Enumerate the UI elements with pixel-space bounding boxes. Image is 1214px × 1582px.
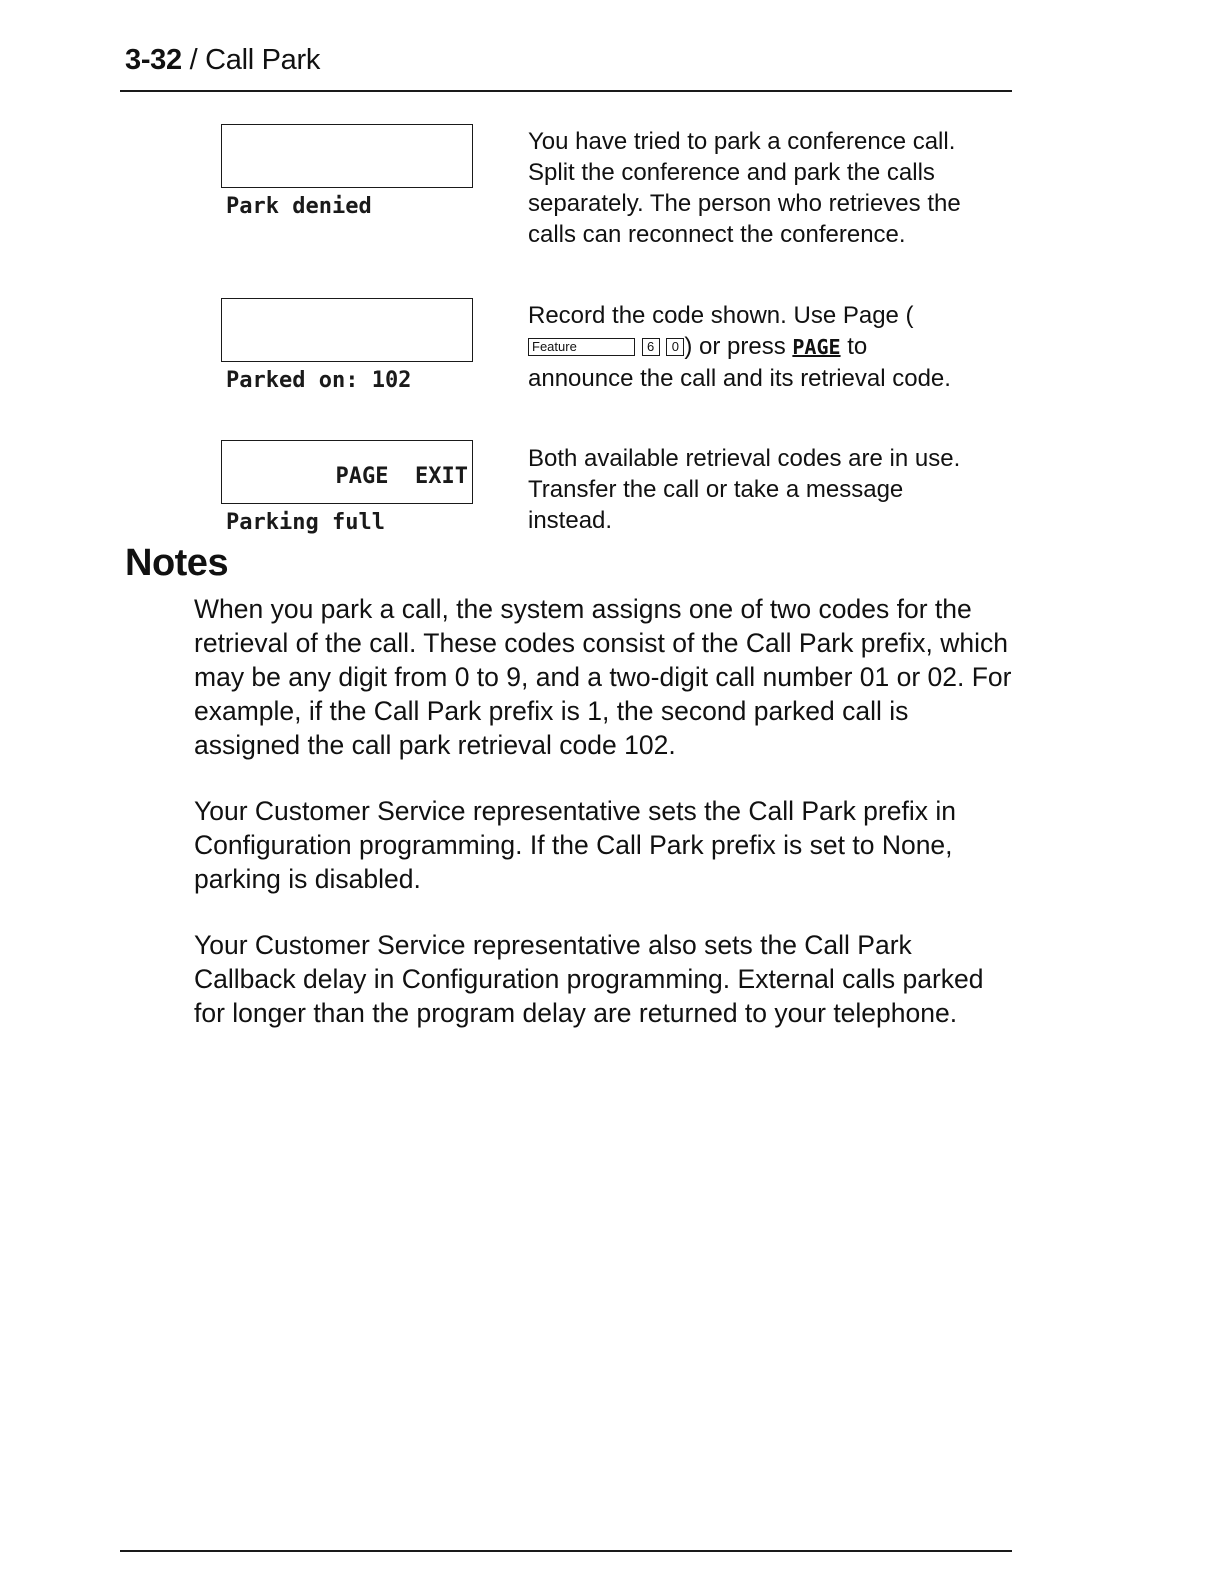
display-parked-on [221,298,473,489]
display-line-2: PAGE EXIT [335,464,468,489]
footer-rule [120,1550,1012,1552]
notes-paragraph-1: When you park a call, the system assigns one of two codes for the retrieval of the call. These codes consist of the Call Park prefix, which may be any digit from 0 to 9, and a two-digit call number 01 or 02. For example, if the Call Park prefix is 1, the second parked call is assigned the call park retrieval code 102. [194,594,1012,760]
notes-paragraph-3: Your Customer Service representative also sets the Call Park Callback delay in Configuration programming. External calls parked for longer than the program delay are returned to your telephone. [194,930,984,1028]
digit-key-0: 0 [666,338,684,356]
description-text: to announce the call and its retrieval code. [528,333,951,392]
display-park-denied [221,124,473,219]
section-title: Call Park [205,44,321,76]
display-line-1: Parked on: 102 [226,368,412,393]
description-parked-on [528,300,968,394]
page-header [125,44,320,77]
digit-key-6: 6 [642,338,660,356]
header-separator: / [181,44,206,76]
display-line-1: Park denied [226,194,372,219]
display-parking-full [221,440,473,535]
page-softkey-label: PAGE [792,335,841,359]
notes-heading: Notes [125,542,229,584]
description-park-denied: You have tried to park a conference call. Split the conference and park the calls separately. The person who retrieves the calls can reconnect the conference. [528,128,961,248]
page-number: 3-32 [125,44,182,76]
description-parking-full: Both available retrieval codes are in use. Transfer the call or take a message instead. [528,445,961,534]
description-text: ) or press [684,333,793,360]
feature-key: Feature [528,338,635,356]
notes-paragraph-2: Your Customer Service representative sets the Call Park prefix in Configuration programming. If the Call Park prefix is set to None, parking is disabled. [194,796,956,894]
header-rule [120,90,1012,92]
description-text: Record the code shown. Use Page ( [528,302,914,329]
display-line-1: Parking full [226,510,385,535]
